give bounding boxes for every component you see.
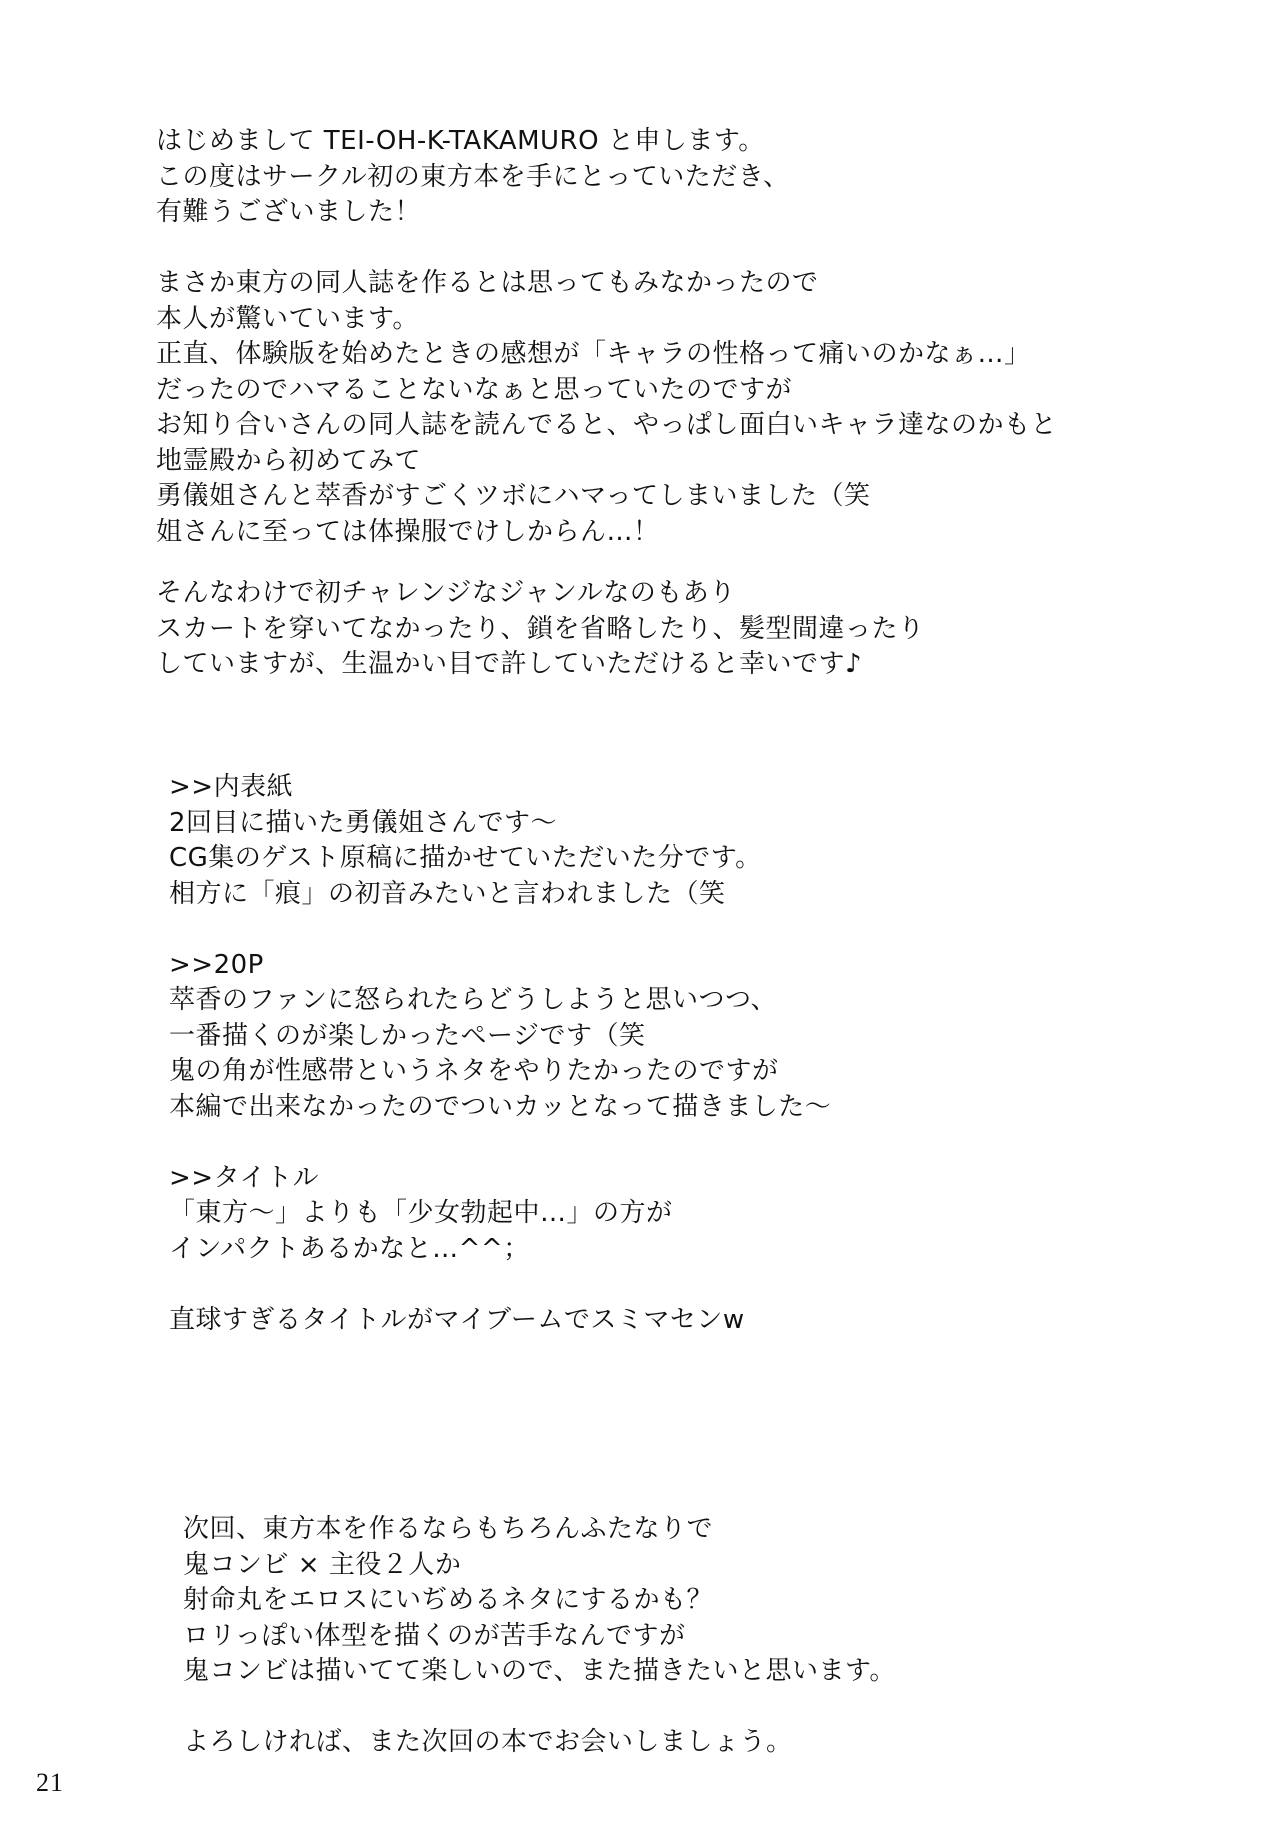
intro2-line: していますが、生温かい目で許していただけると幸いです♪ bbox=[156, 649, 863, 679]
intro2-line: スカートを穿いてなかったり、鎖を省略したり、髪型間違ったり bbox=[156, 613, 925, 644]
page-notes-section bbox=[169, 770, 831, 1338]
blank-line bbox=[169, 1267, 831, 1303]
notes-line: 「東方～」よりも「少女勃起中…」の方が bbox=[169, 1198, 673, 1228]
notes-line: 萃香のファンに怒られたらどうしようと思いつつ、 bbox=[169, 985, 777, 1015]
notes-line: CG集のゲスト原稿に描かせていただいた分です。 bbox=[169, 843, 762, 873]
intro-line: 有難うございました！ bbox=[156, 197, 422, 227]
intro-line: だったのでハマることないなぁと思っていたのですが bbox=[156, 374, 793, 405]
notes-line: 2回目に描いた勇儀姐さんです～ bbox=[169, 807, 558, 838]
notes-line: >>20P bbox=[169, 949, 264, 980]
notes-line: 一番描くのが楽しかったページです（笑 bbox=[169, 1020, 646, 1051]
notes-line: 本編で出来なかったのでついカッとなって描きました～ bbox=[169, 1091, 832, 1122]
intro-line: 正直、体験版を始めたときの感想が「キャラの性格って痛いのかなぁ…」 bbox=[156, 339, 1031, 369]
closing-line: 鬼コンビは描いてて楽しいので、また描きたいと思います。 bbox=[183, 1656, 896, 1686]
notes-line: 相方に「痕」の初音みたいと言われました（笑 bbox=[169, 878, 726, 909]
intro-line: 地霊殿から初めてみて bbox=[156, 445, 422, 476]
intro-line: 勇儀姐さんと萃香がすごくツボにハマってしまいました（笑 bbox=[156, 481, 871, 511]
intro-line: まさか東方の同人誌を作るとは思ってもみなかったので bbox=[156, 268, 819, 298]
blank-line bbox=[183, 1690, 896, 1726]
closing-line: よろしければ、また次回の本でお会いしましょう。 bbox=[183, 1727, 793, 1757]
intro2-line: そんなわけで初チャレンジなジャンルなのもあり bbox=[156, 578, 736, 608]
blank-line bbox=[169, 1125, 831, 1161]
closing-line: 次回、東方本を作るならもちろんふたなりで bbox=[183, 1514, 714, 1544]
blank-line bbox=[169, 912, 831, 948]
closing-line: ロリっぽい体型を描くのが苦手なんですが bbox=[183, 1620, 686, 1651]
notes-line: >>タイトル bbox=[169, 1162, 320, 1193]
intro-line: 姐さんに至っては体操服でけしからん…！ bbox=[156, 516, 660, 547]
closing-line: 射命丸をエロスにいぢめるネタにするかも？ bbox=[183, 1585, 714, 1615]
intro-line: この度はサークル初の東方本を手にとっていただき、 bbox=[156, 161, 790, 192]
blank-line bbox=[156, 231, 1057, 267]
notes-line: インパクトあるかなと…^^； bbox=[169, 1233, 530, 1264]
intro-paragraph bbox=[156, 124, 1057, 550]
page-number: 21 bbox=[36, 1768, 64, 1797]
intro-line: お知り合いさんの同人誌を読んでると、やっぱし面白いキャラ達なのかもと bbox=[156, 410, 1058, 440]
disclaimer-paragraph bbox=[156, 576, 925, 683]
closing-line: 鬼コンビ × 主役２人か bbox=[183, 1549, 462, 1580]
notes-line: 直球すぎるタイトルがマイブームでスミマセンw bbox=[169, 1304, 745, 1335]
notes-line: >>内表紙 bbox=[169, 772, 294, 802]
intro-line: はじめまして TEI-OH-K-TAKAMURO と申します。 bbox=[156, 126, 765, 156]
intro-line: 本人が驚いています。 bbox=[156, 303, 419, 334]
notes-line: 鬼の角が性感帯というネタをやりたかったのですが bbox=[169, 1056, 779, 1086]
closing-paragraph bbox=[183, 1512, 896, 1761]
